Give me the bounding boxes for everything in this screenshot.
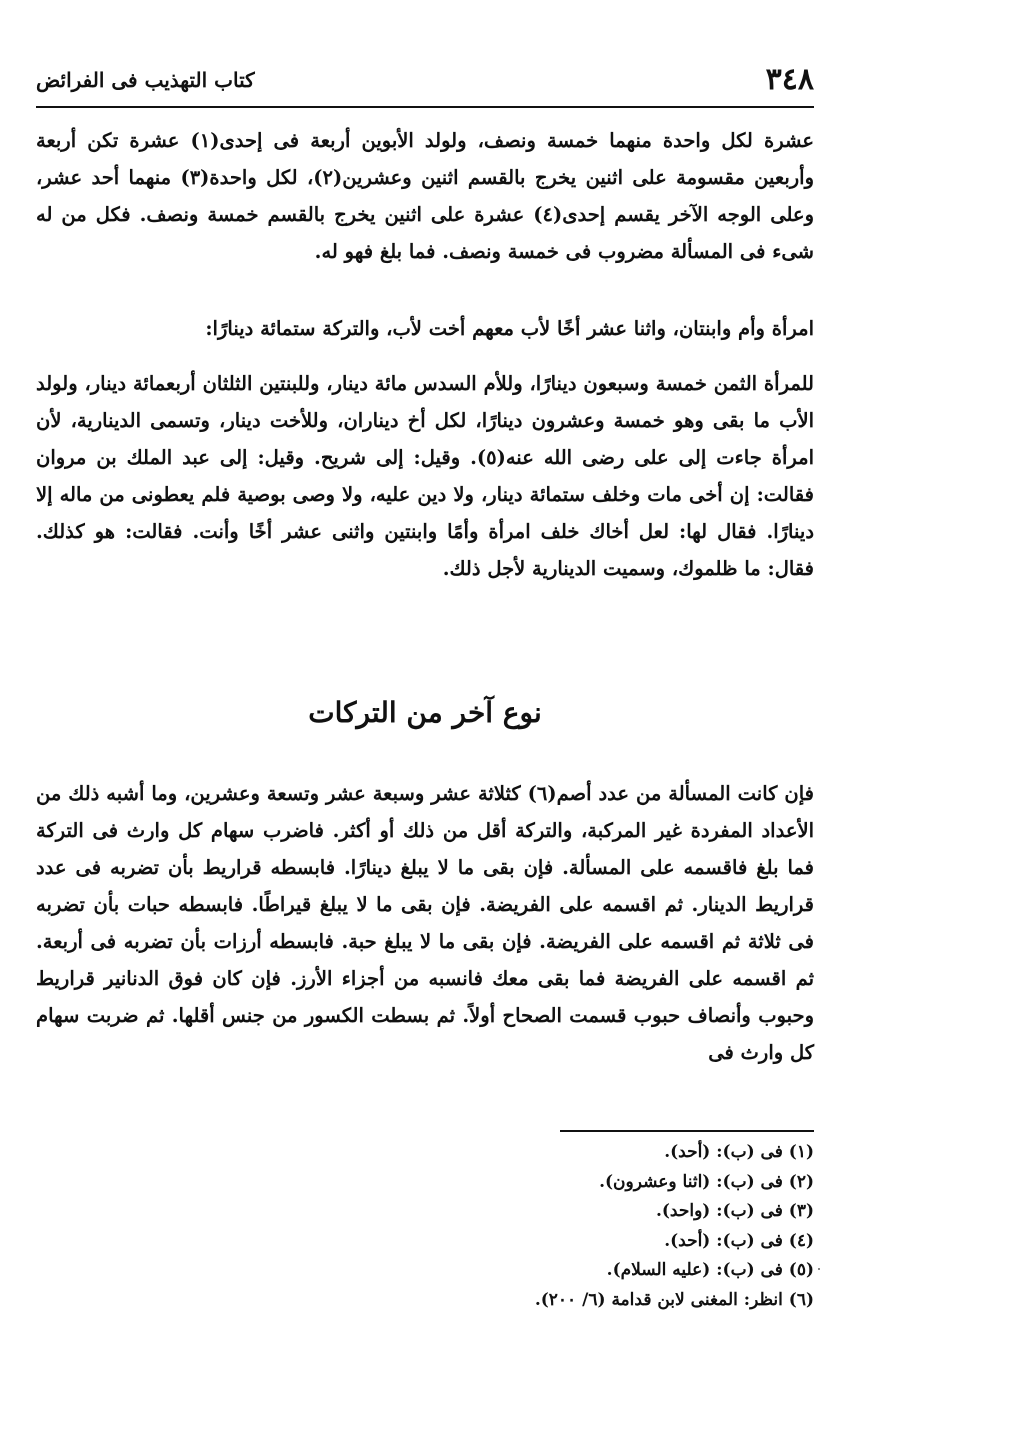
paragraph-2 bbox=[36, 310, 814, 347]
paragraph-3 bbox=[36, 365, 814, 587]
running-header bbox=[36, 62, 814, 102]
paragraph-text: للمرأة الثمن خمسة وسبعون دينارًا، وللأم السدس مائة دينار، وللبنتين الثلثان أربعمائة دينار، ولولد الأب ما بقى وهو خمسة وعشرون دينارًا، لكل أخ ديناران، وللأخت دينار، وتسمى الدينارية، لأن امرأة جاءت إلى على رضى الله عنه(٥). وقيل: إلى شريح. وقيل: إلى عبد الملك بن مروان فقالت: إن أخى مات وخلف ستمائة دينار، ولا دين عليه، ولا وصى بوصية فلم يعطونى من ماله إلا دينارًا. فقال لها: لعل أخاك خلف امرأة وأمًا وابنتين واثنى عشر أخًا وأنت. فقالت: هو كذلك. فقال: ما ظلموك، وسميت الدينارية لأجل ذلك. bbox=[36, 372, 814, 580]
footnote-2: (٢) فى (ب): (اثنا وعشرون). bbox=[599, 1171, 814, 1192]
footnote-4: (٤) فى (ب): (أحد). bbox=[664, 1230, 814, 1251]
header-rule bbox=[36, 106, 814, 108]
section-heading: نوع آخر من التركات bbox=[308, 696, 542, 729]
footnotes bbox=[36, 1138, 814, 1315]
book-title: كتاب التهذيب فى الفرائض bbox=[36, 68, 255, 92]
footnote-3: (٣) فى (ب): (واحد). bbox=[655, 1201, 814, 1221]
footnote-1: (١) فى (ب): (أحد). bbox=[664, 1142, 814, 1162]
paragraph-text: امرأة وأم وابنتان، واثنا عشر أخًا لأب معهم أخت لأب، والتركة ستمائة دينارًا: bbox=[205, 317, 814, 340]
paragraph-text: عشرة لكل واحدة منهما خمسة ونصف، ولولد الأبوين أربعة فى إحدى(١) عشرة تكن أربعة وأربعين مقسومة على اثنين يخرج بالقسم اثنين وعشرين(٢)، لكل واحدة(٣) منهما أحد عشر، وعلى الوجه الآخر يقسم إحدى(٤) عشرة على اثنين يخرج بالقسم خمسة ونصف. فكل من له شىء فى المسألة مضروب فى خمسة ونصف. فما بلغ فهو له. bbox=[36, 129, 814, 263]
paragraph-1 bbox=[36, 122, 814, 270]
page-number: ٣٤٨ bbox=[765, 62, 814, 97]
footnote-6: (٦) انظر: المغنى لابن قدامة (٦/ ٢٠٠). bbox=[534, 1289, 814, 1310]
footnote-5: (٥) فى (ب): (عليه السلام). bbox=[606, 1260, 814, 1280]
section-paragraph bbox=[36, 775, 814, 1071]
paragraph-text: فإن كانت المسألة من عدد أصم(٦) كثلاثة عشر وسبعة عشر وتسعة وعشرين، وما أشبه ذلك من الأعداد المفردة غير المركبة، والتركة أقل من ذلك أو أكثر. فاضرب سهام كل وارث فى التركة فما بلغ فاقسمه على المسألة. فإن بقى ما لا يبلغ دينارًا. فابسطه قراريط بأن تضربه فى عدد قراريط الدينار. ثم اقسمه على الفريضة. فإن بقى ما لا يبلغ قيراطًا. فابسطه حبات بأن تضربه فى ثلاثة ثم اقسمه على الفريضة. فإن بقى ما لا يبلغ حبة. فابسطه أرزات بأن تضربه فى أربعة. ثم اقسمه على الفريضة فما بقى معك فانسبه من أجزاء الأرز. فإن كان فوق الدنانير قراريط وحبوب وأنصاف حبوب قسمت الصحاح أولاً. ثم بسطت الكسور من جنس أقلها. ثم ضربت سهام كل وارث فى bbox=[36, 782, 814, 1064]
footnote-rule bbox=[560, 1130, 814, 1132]
scan-speck bbox=[818, 1268, 820, 1270]
